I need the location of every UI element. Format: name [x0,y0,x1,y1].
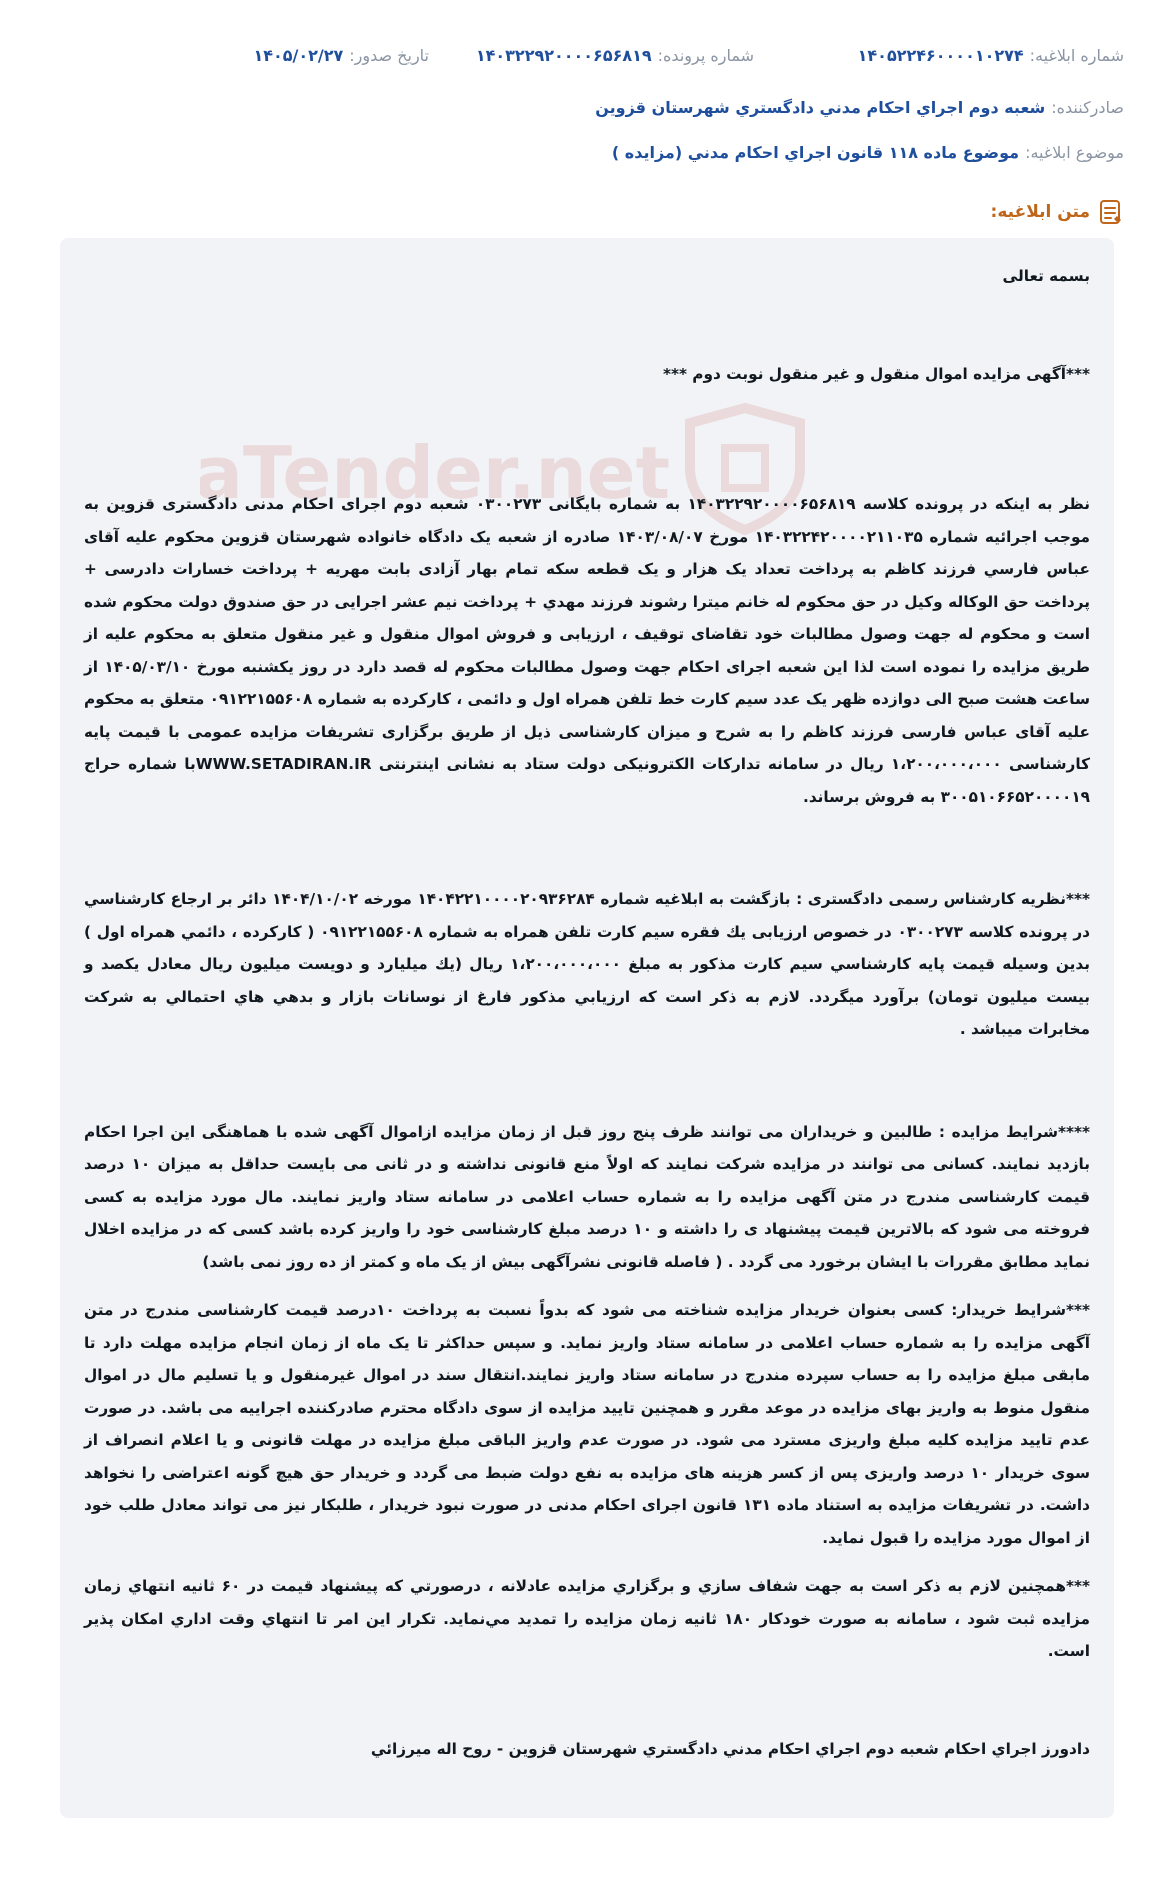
notice-text-heading [991,198,1124,226]
issue-date-value: ۱۴۰۵/۰۲/۲۷ [253,46,344,65]
notice-text-panel [60,238,1114,1818]
paragraph-expert-opinion: ***نظریه کارشناس رسمی دادگستری : بازگشت به ابلاغیه شماره ۱۴۰۴۲۲۱۰۰۰۰۲۰۹۳۶۲۸۴ مورخه ۱۴۰۴/۱۰/۰۲ دائر بر ارجاع کارشناسي در پرونده کلاسه ۰۳۰۰۲۷۳ در خصوص ارزیابی یك فقره سیم کارت تلفن همراه به شماره ۰۹۱۲۲۱۵۵۶۰۸ ( کارکرده ، دائمي همراه اول ) بدین وسیله قیمت پایه کارشناسي سیم کارت مذکور به مبلغ ۱،۲۰۰،۰۰۰،۰۰۰ ریال (یك میلیارد و دویست میلیون ریال معادل یکصد و بیست میلیون تومان) برآورد میگردد. لازم به ذکر است که ارزیابي مذکور فارغ از نوسانات بازار و بدهي هاي احتمالي به شرکت مخابرات میباشد . [84,890,1091,1038]
notice-number-value: ۱۴۰۵۲۲۴۶۰۰۰۰۱۰۲۷۴ [857,46,1024,65]
issuer-row [50,96,1124,120]
issuer-label: صادرکننده: [1051,98,1124,117]
document-icon [1098,198,1124,226]
paragraph-main-text: نظر به اینکه در پرونده کلاسه ۱۴۰۳۲۲۹۲۰۰۰۰۶۵۶۸۱۹ به شماره بایگانی ۰۳۰۰۲۷۳ شعبه دوم اجرای احکام مدنی دادگستری قزوین به موجب اجرائیه شماره ۱۴۰۳۲۲۴۲۰۰۰۰۲۱۱۰۳۵ مورخ ۱۴۰۳/۰۸/۰۷ صادره از شعبه یک دادگاه خانواده شهرستان قزوین محکوم علیه آقای عباس فارسي فرزند کاظم به پرداخت تعداد یک هزار و یک قطعه سکه تمام بهار آزادی بابت مهریه + پرداخت خسارات دادرسی + پرداخت حق الوکاله وکیل در حق محکوم له خانم میترا رشوند فرزند مهدي + پرداخت نیم عشر اجرایی در حق صندوق دولت محکوم شده است و محکوم له جهت وصول مطالبات خود تقاضای توقیف ، ارزیابی و فروش اموال منقول و غیر منقول متعلق به محکوم علیه از طریق مزایده را نموده است لذا این شعبه اجرای احکام جهت وصول مطالبات محکوم له قصد دارد در روز یکشنبه مورخ ۱۴۰۵/۰۳/۱۰ از ساعت هشت صبح الی دوازده ظهر یک عدد سیم کارت خط تلفن همراه اول و دائمی ، کارکرده به شماره ۰۹۱۲۲۱۵۵۶۰۸ متعلق به محکوم علیه آقای عباس فارسی فرزند کاظم را به شرح و میزان کارشناسی ذیل از طریق برگزاری تشریفات مزایده عمومی با قیمت پایه کارشناسی ۱،۲۰۰،۰۰۰،۰۰۰ ریال در سامانه تدارکات الکترونیکی دولت ستاد به نشانی اینترنتی [84,495,1091,773]
notice-text-title: متن ابلاغيه: [990,202,1090,222]
case-number [476,44,754,68]
subject-value: موضوع ماده ۱۱۸ قانون اجراي احکام مدني (مزايده ) [611,143,1020,162]
basmala: بسمه تعالی [1002,267,1090,285]
paragraph-extension-rule: ***همچنين لازم به ذکر است به جهت شفاف سازي و برگزاري مزايده عادلانه ، درصورتي که پيشنهاد قيمت در ۶۰ ثانيه انتهاي زمان مزايده ثبت شود ، سامانه به صورت خودکار ۱۸۰ ثانيه زمان مزايده را تمديد مي‌نمايد. تکرار اين امر تا انتهاي وقت اداري امکان پذير است. [84,1577,1090,1660]
issuer-value: شعبه دوم اجراي احکام مدني دادگستري شهرستان قزوين [595,98,1046,117]
notice-number [858,44,1124,68]
notice-body [60,238,1114,1818]
issue-date-label: تاريخ صدور: [349,46,429,65]
paragraph-auction-terms: ****شرایط مزایده : طالبین و خریداران می توانند ظرف پنج روز قبل از زمان مزایده ازاموال آگهی شده با هماهنگی این اجرا احکام بازدید نمایند. کسانی می توانند در مزایده شرکت نمایند که اولاً منع قانونی نداشته و در ثانی می بایست حداقل به میزان ۱۰ درصد قیمت کارشناسی مندرج در متن آگهی مزایده را به شماره حساب اعلامی در سامانه ستاد واریز نمایند. مال مورد مزایده به کسی فروخته می شود که بالاترین قیمت پیشنهاد ی را داشته و ۱۰ درصد مبلغ کارشناسی خود را واریز کرده باشد کسی که در مزایده اخلال نماید مطابق مقررات با ایشان برخورد می گردد . ( فاصله قانونی نشرآگهی بیش از یک ماه و کمتر از ده روز نمی باشد) [84,1122,1090,1271]
subject-row [50,141,1124,165]
paragraph-main-end: با شماره حراج ۳۰۰۵۱۰۶۶۵۲۰۰۰۰۱۹ به فروش برساند. [84,755,1090,806]
watermark-text: aTender.net [200,431,670,515]
paragraph-main [84,488,1090,813]
signature-line: دادورز اجراي احکام شعبه دوم اجراي احکام مدني دادگستري شهرستان قزوين - روح اله ميرزائي [370,1739,1090,1758]
subject-label: موضوع ابلاغيه: [1025,143,1124,162]
notice-number-label: شماره ابلاغيه: [1029,46,1124,65]
notice-heading: ***آگهی مزایده اموال منقول و غیر منقول نوبت دوم *** [662,364,1090,383]
case-number-label: شماره پرونده: [657,46,754,65]
setadiran-link[interactable]: WWW.SETADIRAN.IR [195,755,372,773]
case-number-value: ۱۴۰۳۲۲۹۲۰۰۰۰۶۵۶۸۱۹ [475,46,652,65]
paragraph-buyer-terms: ***شرایط خریدار: کسی بعنوان خریدار مزایده شناخته می شود که بدواً نسبت به پرداخت ۱۰درصد قیمت کارشناسی مندرج در متن آگهی مزایده را به شماره حساب اعلامی در سامانه ستاد واریز نماید. و سپس حداکثر تا یک ماه از زمان انجام مزایده مهلت دارد تا مابقی مبلغ مزایده را به حساب سپرده مندرج در سامانه ستاد واریز نمایند.انتقال سند در اموال غیرمنقول و یا تسلیم مال در اموال منقول منوط به واریز بهای مزایده در موعد مقرر و همچنین تایید مزایده از سوی دادگاه محترم صادرکننده اجراییه می باشد. در صورت عدم تایید مزایده کلیه مبلغ واریزی مسترد می شود. در صورت عدم واریز الباقی مبلغ مزایده در مهلت قانونی و یا اعلام انصراف از سوی خریدار ۱۰ درصد واریزی پس از کسر هزینه های مزایده به نفع دولت ضبط می گردد و خریدار حق هیچ گونه اعتراضی را نخواهد داشت. در تشریفات مزایده به استناد ماده ۱۳۱ قانون اجرای احکام مدنی در صورت نبود خریدار ، طلبکار نیز می تواند معادل طلب خود از اموال مورد مزایده را قبول نماید. [84,1301,1090,1547]
issue-date [253,44,429,68]
